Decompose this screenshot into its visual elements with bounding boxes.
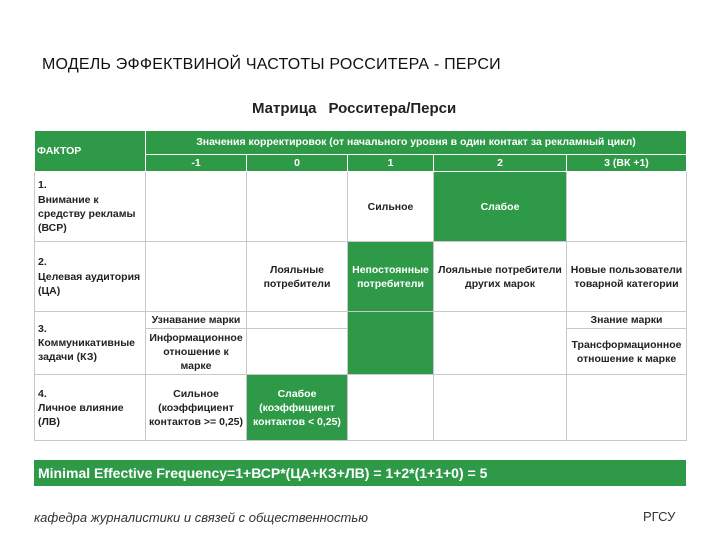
matrix-cell-highlight (348, 312, 434, 375)
matrix-cell (434, 312, 567, 375)
rossiter-percy-matrix (34, 130, 687, 441)
matrix-cell: Лояльные потребители (247, 242, 348, 312)
footer-university: РГСУ (643, 509, 676, 524)
matrix-cell-highlight: Слабое (434, 172, 567, 242)
formula-bar: Minimal Effective Frequency=1+ВСР*(ЦА+КЗ+ЛВ) = 1+2*(1+1+0) = 5 (34, 460, 686, 486)
slide-title: МОДЕЛЬ ЭФФЕКТВИНОЙ ЧАСТОТЫ РОССИТЕРА - ПЕРСИ (42, 56, 501, 73)
matrix-cell (146, 242, 247, 312)
table-row (35, 172, 687, 242)
column-header-2: 2 (434, 155, 567, 172)
factor-cell: 1. Внимание к средству рекламы (ВСР) (35, 172, 146, 242)
factor-cell: 4. Личное влияние (ЛВ) (35, 375, 146, 441)
matrix-cell-highlight: Непостоянные потребители (348, 242, 434, 312)
table-row (35, 242, 687, 312)
matrix-cell (146, 172, 247, 242)
column-header-3: 3 (ВК +1) (567, 155, 687, 172)
matrix-cell (247, 329, 348, 375)
matrix-cell: Сильное (коэффициент контактов >= 0,25) (146, 375, 247, 441)
table-row (35, 312, 687, 329)
table-row (35, 375, 687, 441)
footer-department: кафедра журналистики и связей с общественностью (34, 510, 368, 525)
values-header: Значения корректировок (от начального уровня в один контакт за рекламный цикл) (146, 131, 687, 155)
matrix-title-part2: Росситера/Перси (328, 100, 457, 117)
matrix-cell (247, 172, 348, 242)
matrix-cell: Сильное (348, 172, 434, 242)
matrix-cell (348, 375, 434, 441)
matrix-cell: Знание марки (567, 312, 687, 329)
factor-header: ФАКТОР (35, 131, 146, 172)
matrix-cell: Узнавание марки (146, 312, 247, 329)
matrix-cell (247, 312, 348, 329)
column-header-0: 0 (247, 155, 348, 172)
factor-cell: 2. Целевая аудитория (ЦА) (35, 242, 146, 312)
matrix-cell (567, 172, 687, 242)
matrix-cell (567, 375, 687, 441)
matrix-title (252, 100, 456, 117)
matrix-cell-highlight: Слабое (коэффициент контактов < 0,25) (247, 375, 348, 441)
matrix-cell: Информационное отношение к марке (146, 329, 247, 375)
matrix-title-part1: Матрица (252, 100, 317, 117)
matrix-cell (434, 375, 567, 441)
column-header-1: 1 (348, 155, 434, 172)
matrix-cell: Новые пользователи товарной категории (567, 242, 687, 312)
matrix-cell: Трансформационное отношение к марке (567, 329, 687, 375)
factor-cell: 3. Коммуникативные задачи (КЗ) (35, 312, 146, 375)
matrix-cell: Лояльные потребители других марок (434, 242, 567, 312)
column-header-minus1: -1 (146, 155, 247, 172)
